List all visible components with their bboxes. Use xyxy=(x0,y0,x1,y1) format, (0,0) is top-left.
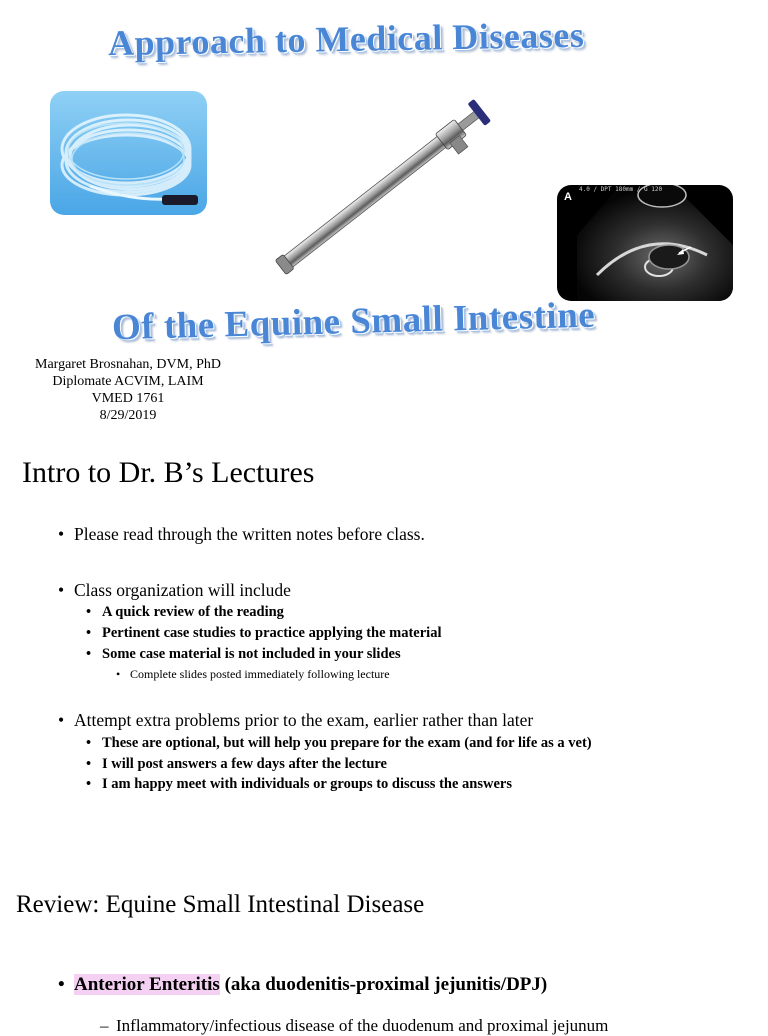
author-name: Margaret Brosnahan, DVM, PhD xyxy=(35,357,221,372)
ultrasound-header: 4.0 / DPT 180mm / G 120 xyxy=(579,186,663,193)
author-credential: Diplomate ACVIM, LAIM xyxy=(52,374,204,389)
title-bottom: Of the Equine Small Intestine xyxy=(111,294,596,349)
sub-sub-bullet: • Complete slides posted immediately following lecture xyxy=(116,667,390,681)
stomach-pump-image xyxy=(240,95,520,285)
sub-bullet: • I will post answers a few days after the lecture xyxy=(86,756,387,772)
highlighted-term: Anterior Enteritis xyxy=(74,974,220,995)
ultrasound-image xyxy=(557,185,733,301)
bullet-class-org: • Class organization will include xyxy=(58,580,291,600)
review-heading: Review: Equine Small Intestinal Disease xyxy=(16,891,425,918)
course-code: VMED 1761 xyxy=(91,391,165,406)
intro-heading: Intro to Dr. B’s Lectures xyxy=(22,456,315,489)
sub-bullet: • A quick review of the reading xyxy=(86,604,284,620)
author-block xyxy=(18,356,238,424)
sub-bullet: • Pertinent case studies to practice applying the material xyxy=(86,625,442,641)
ultrasound-label: A xyxy=(564,191,572,203)
sub-bullet: • I am happy meet with individuals or groups to discuss the answers xyxy=(86,776,512,792)
bullet-extra-problems: • Attempt extra problems prior to the exam, earlier rather than later xyxy=(58,710,534,730)
tubing-image xyxy=(50,91,207,215)
sub-bullet: • Some case material is not included in your slides xyxy=(86,646,401,662)
sub-bullet: • These are optional, but will help you prepare for the exam (and for life as a vet) xyxy=(86,735,592,751)
bullet-anterior-enteritis: • Anterior Enteritis (aka duodenitis-proximal jejunitis/DPJ) xyxy=(58,974,548,995)
bullet-read-notes: • Please read through the written notes before class. xyxy=(58,524,425,544)
title-top: Approach to Medical Diseases xyxy=(107,14,585,64)
lecture-date: 8/29/2019 xyxy=(99,408,157,423)
cut-off-text: – Inflammatory/infectious disease of the duodenum and proximal jejunum xyxy=(100,1016,609,1035)
